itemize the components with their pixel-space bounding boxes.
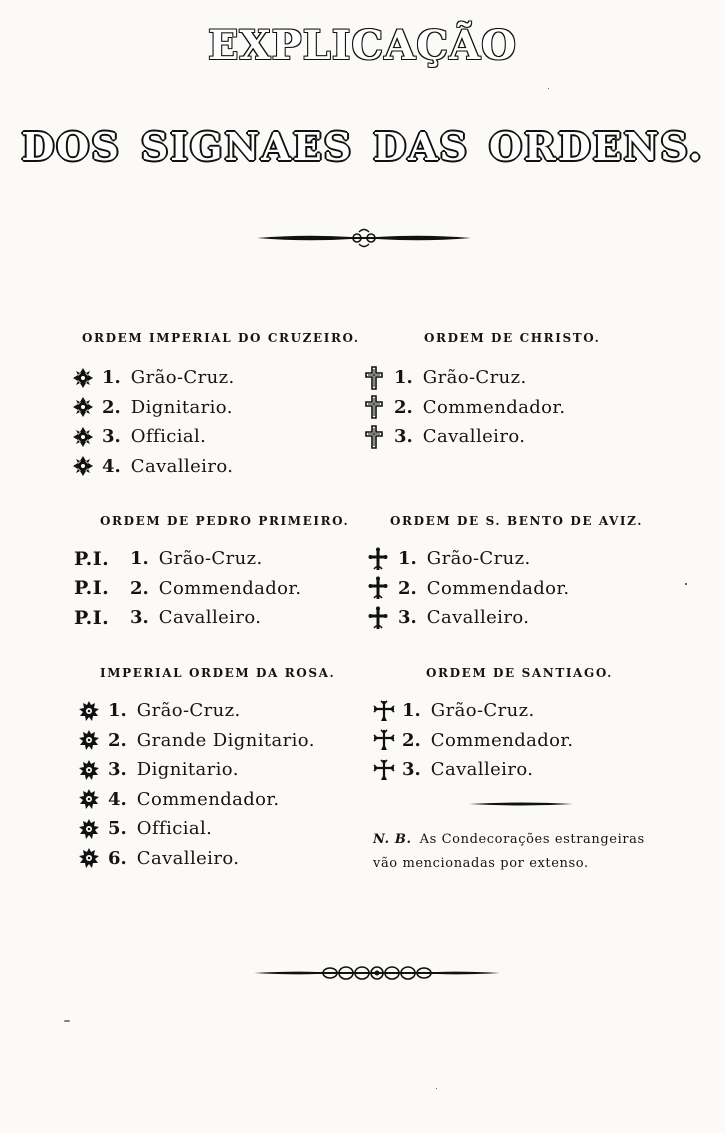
item-label: Grão-Cruz. — [426, 548, 531, 570]
item-number: 2. — [102, 396, 121, 418]
item-number: 3. — [130, 607, 149, 629]
item-number: 6. — [108, 847, 127, 869]
list-item — [78, 844, 315, 874]
item-number: 1. — [402, 700, 421, 722]
santiago-cross-icon — [372, 759, 402, 781]
title-dos-signaes — [0, 124, 725, 169]
item-number: 2. — [398, 577, 417, 599]
item-number: 1. — [102, 367, 121, 389]
footnote-nb — [373, 828, 645, 876]
christ-cross-icon — [364, 425, 394, 449]
item-number: 3. — [102, 426, 121, 448]
item-label: Cavalleiro. — [426, 607, 530, 629]
item-number: 3. — [398, 607, 417, 629]
cruzeiro-badge-icon — [72, 455, 102, 477]
list-item — [78, 726, 315, 756]
item-label: Cavalleiro. — [430, 759, 534, 781]
item-number: 1. — [108, 700, 127, 722]
rose-badge-icon — [78, 818, 108, 840]
rose-badge-icon — [78, 788, 108, 810]
note-line-2: vão mencionadas por extenso. — [373, 856, 589, 871]
item-number: 2. — [394, 396, 413, 418]
title-word: SIGNAES — [140, 124, 354, 169]
item-number: 5. — [108, 818, 127, 840]
santiago-cross-icon — [372, 729, 402, 751]
item-label: Grande Dignitario. — [136, 729, 315, 751]
list-item — [372, 726, 574, 756]
item-number: 2. — [130, 577, 149, 599]
list-item — [368, 544, 570, 574]
section-header-cruzeiro: ORDEM IMPERIAL DO CRUZEIRO. — [82, 331, 360, 345]
item-label: Grão-Cruz. — [430, 700, 535, 722]
christ-cross-icon — [364, 366, 394, 390]
pedro-monogram: P.I. — [74, 547, 110, 570]
title-word: DAS — [373, 124, 470, 169]
cruzeiro-badge-icon — [72, 426, 102, 448]
rose-badge-icon — [78, 847, 108, 869]
item-label: Grão-Cruz. — [130, 367, 235, 389]
list-aviz — [368, 544, 570, 633]
title-explicacao: EXPLICAÇÃO — [207, 22, 518, 69]
list-item — [74, 574, 302, 604]
rose-badge-icon — [78, 700, 108, 722]
item-label: Commendador. — [158, 577, 302, 599]
item-number: 1. — [130, 548, 149, 570]
item-label: Commendador. — [430, 729, 574, 751]
list-item — [78, 785, 315, 815]
aviz-cross-icon — [368, 547, 398, 571]
list-item — [78, 814, 315, 844]
section-header-pedro: ORDEM DE PEDRO PRIMEIRO. — [100, 514, 350, 528]
list-item — [72, 393, 235, 423]
item-label: Official. — [136, 818, 213, 840]
item-label: Grão-Cruz. — [136, 700, 241, 722]
item-label: Cavalleiro. — [136, 847, 240, 869]
item-label: Commendador. — [136, 788, 280, 810]
rose-badge-icon — [78, 729, 108, 751]
list-item — [72, 363, 235, 393]
list-item — [78, 696, 315, 726]
top-ornament-divider — [255, 228, 473, 248]
paper-speck — [548, 88, 549, 89]
item-label: Commendador. — [426, 577, 570, 599]
item-number: 3. — [108, 759, 127, 781]
paper-speck — [436, 1088, 437, 1089]
item-number: 3. — [402, 759, 421, 781]
list-item — [372, 696, 574, 726]
small-rule-divider — [468, 800, 574, 808]
paper-speck — [685, 583, 687, 585]
list-item — [364, 393, 566, 423]
title-word: DOS — [21, 124, 121, 169]
paper-speck — [64, 1020, 70, 1022]
item-label: Dignitario. — [130, 396, 233, 418]
bottom-ornament-divider — [252, 962, 502, 984]
item-label: Official. — [130, 426, 207, 448]
cruzeiro-badge-icon — [72, 367, 102, 389]
list-pedro — [74, 544, 302, 633]
section-header-aviz: ORDEM DE S. BENTO DE AVIZ. — [390, 514, 644, 528]
list-item — [372, 755, 574, 785]
santiago-cross-icon — [372, 700, 402, 722]
christ-cross-icon — [364, 395, 394, 419]
item-label: Dignitario. — [136, 759, 239, 781]
section-header-santiago: ORDEM DE SANTIAGO. — [426, 666, 613, 680]
aviz-cross-icon — [368, 576, 398, 600]
item-label: Grão-Cruz. — [158, 548, 263, 570]
list-rosa — [78, 696, 315, 873]
item-label: Cavalleiro. — [158, 607, 262, 629]
list-christo — [364, 363, 566, 452]
rose-badge-icon — [78, 759, 108, 781]
item-number: 4. — [108, 788, 127, 810]
item-number: 1. — [394, 367, 413, 389]
list-item — [72, 452, 235, 482]
list-item — [364, 422, 566, 452]
list-item — [74, 544, 302, 574]
section-header-christo: ORDEM DE CHRISTO. — [424, 331, 601, 345]
item-number: 2. — [108, 729, 127, 751]
item-number: 3. — [394, 426, 413, 448]
item-label: Commendador. — [422, 396, 566, 418]
list-item — [364, 363, 566, 393]
list-item — [368, 574, 570, 604]
title-word: ORDENS. — [489, 124, 704, 169]
pedro-monogram: P.I. — [74, 606, 110, 629]
section-header-rosa: IMPERIAL ORDEM DA ROSA. — [100, 666, 336, 680]
pedro-monogram: P.I. — [74, 577, 110, 600]
list-item — [368, 603, 570, 633]
cruzeiro-badge-icon — [72, 396, 102, 418]
item-label: Cavalleiro. — [130, 455, 234, 477]
note-line-1: As Condecorações estrangeiras — [419, 832, 645, 847]
list-cruzeiro — [72, 363, 235, 481]
list-item — [72, 422, 235, 452]
aviz-cross-icon — [368, 606, 398, 630]
list-santiago — [372, 696, 574, 785]
item-label: Grão-Cruz. — [422, 367, 527, 389]
item-label: Cavalleiro. — [422, 426, 526, 448]
item-number: 1. — [398, 548, 417, 570]
item-number: 2. — [402, 729, 421, 751]
item-number: 4. — [102, 455, 121, 477]
list-item — [74, 603, 302, 633]
list-item — [78, 755, 315, 785]
note-label: N. B. — [373, 832, 412, 847]
